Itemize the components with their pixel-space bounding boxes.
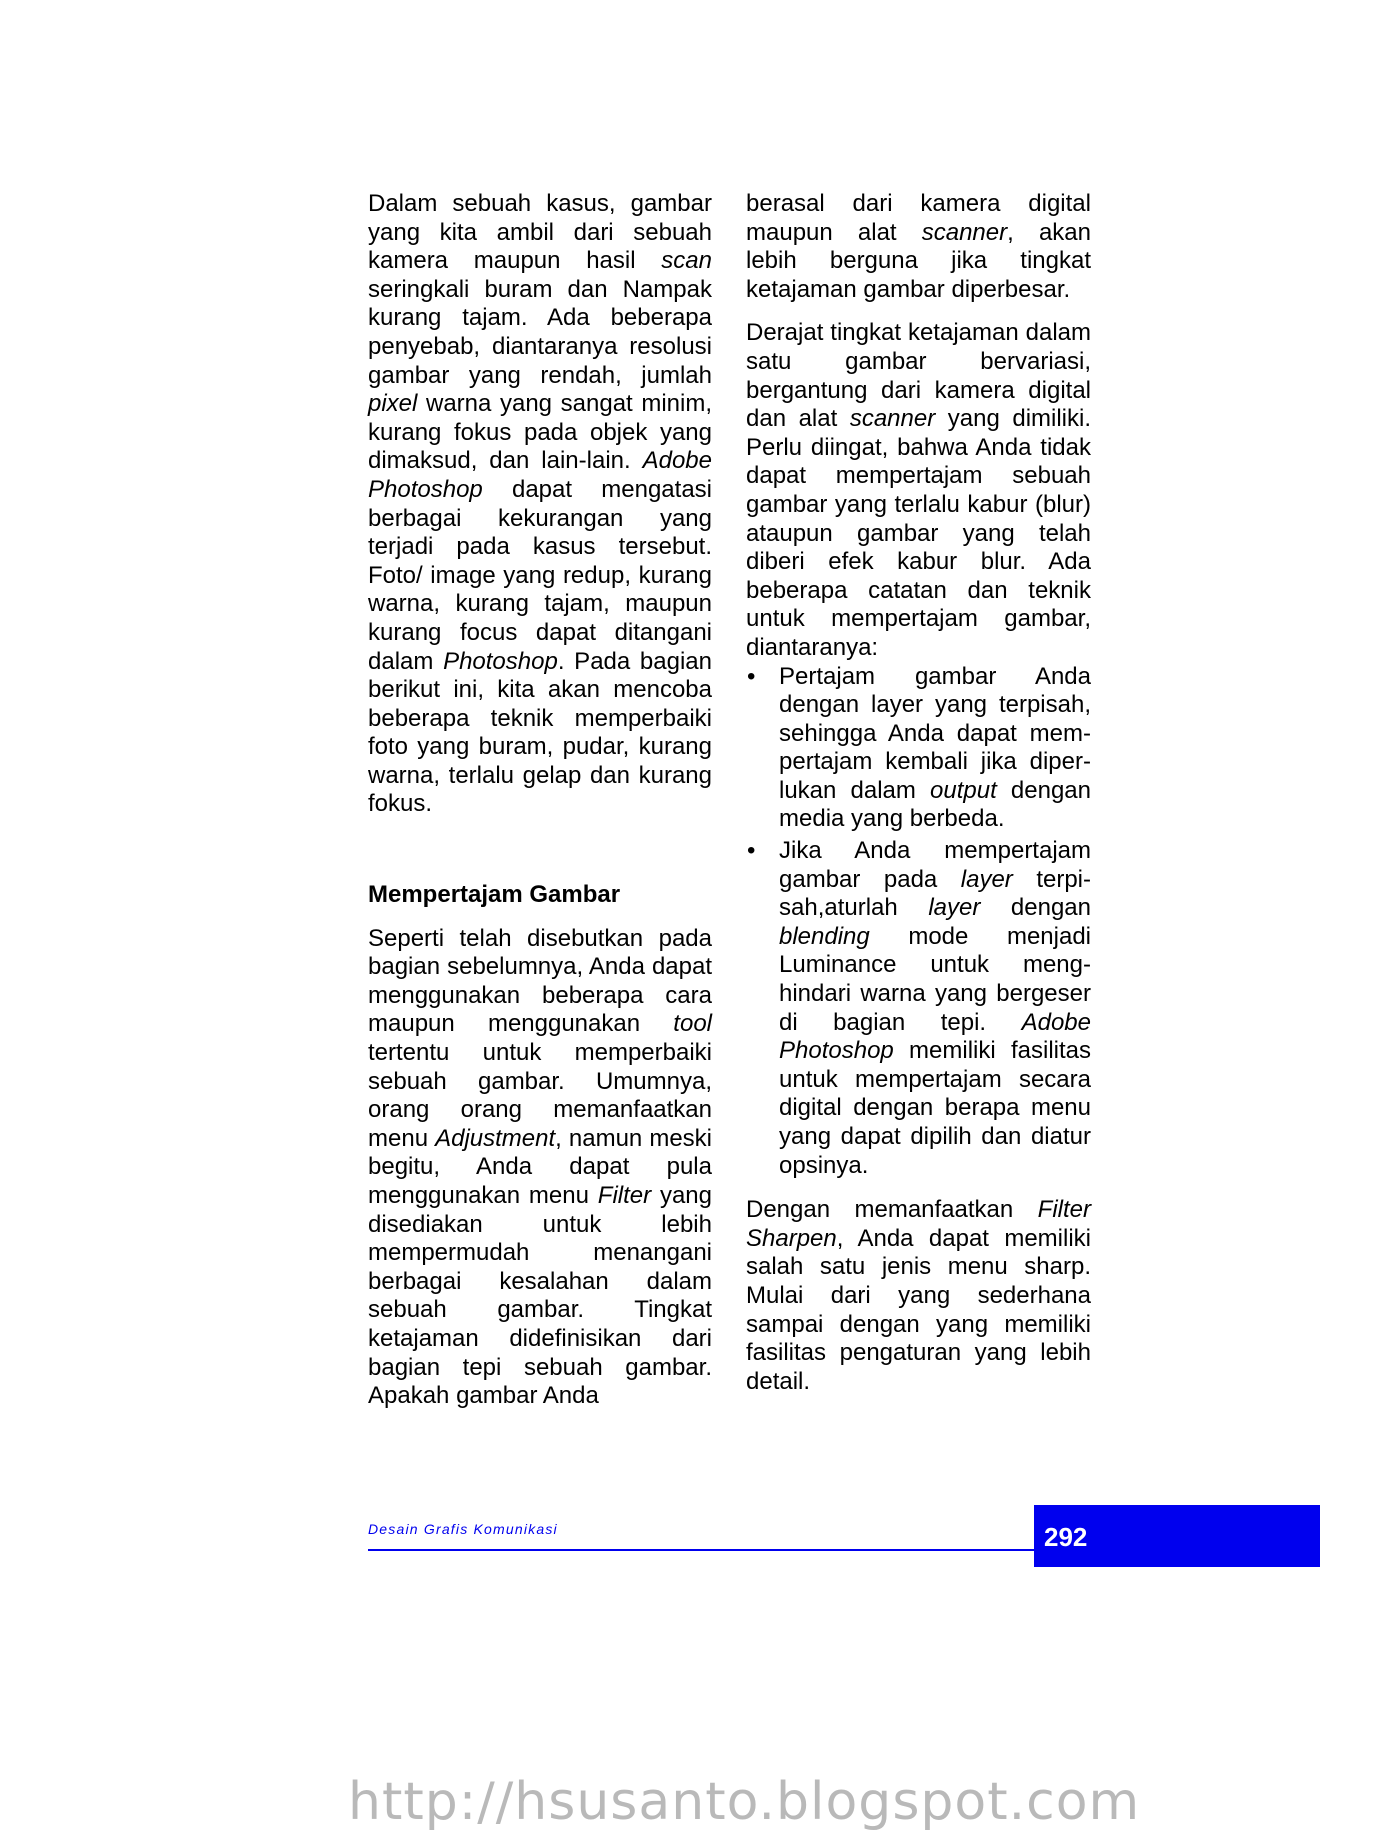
text-run: berasal dari kamera digital maupun alat <box>746 190 1091 246</box>
page-number-box <box>1034 1505 1320 1567</box>
text-run: Jika Anda mempertajam gambar pada <box>779 837 1091 893</box>
list-item <box>746 663 1091 835</box>
italic-term: Filter <box>597 1182 652 1209</box>
text-run: dengan media yang berbeda. <box>779 776 1091 833</box>
text-run: terpisah,aturlah <box>779 865 1092 922</box>
text-run: dapat mengatasi berbagai kekurangan yang terjadi pada kasus tersebut. Foto/ image yang redup, kurang warna, kurang tajam, maupun kurang focus dapat ditangani dalam <box>368 475 712 675</box>
continuation-paragraph <box>746 190 1091 304</box>
italic-term: Adobe Photoshop <box>779 1008 1091 1065</box>
italic-term: Adjustment <box>435 1124 556 1152</box>
intro-paragraph <box>368 190 712 819</box>
text-run: warna yang sangat minim, kurang fokus pada objek yang dimaksud, dan lain-lain. <box>368 390 712 475</box>
right-column <box>746 190 1091 1396</box>
italic-term: tool <box>673 1010 712 1038</box>
footer-book-title: Desain Grafis Komunikasi <box>368 1521 558 1537</box>
italic-term: Filter Sharpen <box>746 1196 1091 1252</box>
text-run: Dengan memanfaatkan <box>746 1196 1038 1224</box>
left-column <box>368 190 712 1411</box>
list-item-text <box>779 663 1091 833</box>
text-run: tertentu untuk memperbaiki sebuah gambar. Umumnya, orang orang memanfaatkan menu <box>368 1039 712 1152</box>
sharpen-paragraph <box>368 925 712 1411</box>
text-run: mode menjadi Luminance untuk menghindari warna yang bergeser di bagian tepi. <box>779 922 1091 1036</box>
text-run: Derajat tingkat ketajaman dalam satu gambar bervariasi, bergantung dari kamera digital dan alat <box>746 319 1091 433</box>
text-run: dengan <box>980 894 1091 922</box>
italic-term: Photoshop <box>443 647 558 675</box>
italic-term: blending <box>779 922 870 950</box>
footer-rule <box>368 1549 1036 1551</box>
italic-term: layer <box>960 865 1013 893</box>
bullet-icon: • <box>747 662 756 690</box>
sharpness-degree-paragraph <box>746 319 1091 662</box>
italic-term: scan <box>661 247 712 275</box>
text-run: , namun meski begitu, Anda dapat pula menggunakan menu <box>368 1124 712 1209</box>
text-run: memiliki fasilitas untuk mempertajam secara digital dengan berapa menu yang dapat dipilih dan diatur opsinya. <box>779 1037 1091 1179</box>
text-run: . Pada bagian berikut ini, kita akan mencoba beberapa teknik memperbaiki foto yang buram, pudar, kurang warna, terlalu gelap dan kurang fokus. <box>368 647 712 818</box>
italic-term: scanner <box>921 218 1008 246</box>
italic-term: layer <box>928 894 981 922</box>
italic-term: scanner <box>849 405 936 433</box>
italic-term: output <box>930 776 997 804</box>
text-run: , akan lebih berguna jika tingkat ketajaman gambar diperbesar. <box>746 218 1091 303</box>
list-item-text <box>779 837 1091 1179</box>
italic-term: Adobe Photoshop <box>368 447 712 503</box>
italic-term: pixel <box>368 390 418 418</box>
text-run: yang dimiliki. Perlu diingat, bahwa Anda tidak dapat mempertajam sebuah gambar yang terlalu kabur (blur) ataupun gambar yang telah diberi efek kabur blur. Ada beberapa catatan dan teknik untuk mempertajam gambar, diantaranya: <box>746 405 1092 661</box>
filter-sharpen-paragraph <box>746 1196 1091 1396</box>
text-run: Seperti telah disebutkan pada bagian sebelumnya, Anda dapat menggunakan beberapa cara maupun menggunakan <box>368 924 712 1038</box>
page-footer <box>368 1505 1320 1567</box>
page-number: 292 <box>1044 1522 1088 1552</box>
section-heading: Mempertajam Gambar <box>368 881 621 909</box>
text-run: Dalam sebuah kasus, gambar yang kita ambil dari sebuah kamera maupun hasil <box>368 190 712 275</box>
text-run: Pertajam gambar Anda dengan layer yang terpisah, sehingga Anda dapat mempertajam kembali jika diperlukan dalam <box>779 662 1091 804</box>
text-run: yang disediakan untuk lebih mempermudah menangani berbagai kesalahan dalam sebuah gambar. Tingkat ketajaman didefinisikan dari bagian tepi sebuah gambar. Apakah gambar Anda <box>368 1182 712 1410</box>
list-item <box>746 837 1091 1180</box>
text-run: seringkali buram dan Nampak kurang tajam. Ada beberapa penyebab, diantaranya resolusi gambar yang rendah, jumlah <box>368 275 712 389</box>
bullet-icon: • <box>747 837 756 865</box>
tips-list <box>746 663 1091 1181</box>
text-run: , Anda dapat memiliki salah satu jenis menu sharp. Mulai dari yang sederhana sampai dengan yang memiliki fasilitas pengaturan yang lebih detail. <box>746 1224 1091 1395</box>
watermark-url: http://hsusanto.blogspot.com <box>348 1772 1141 1832</box>
